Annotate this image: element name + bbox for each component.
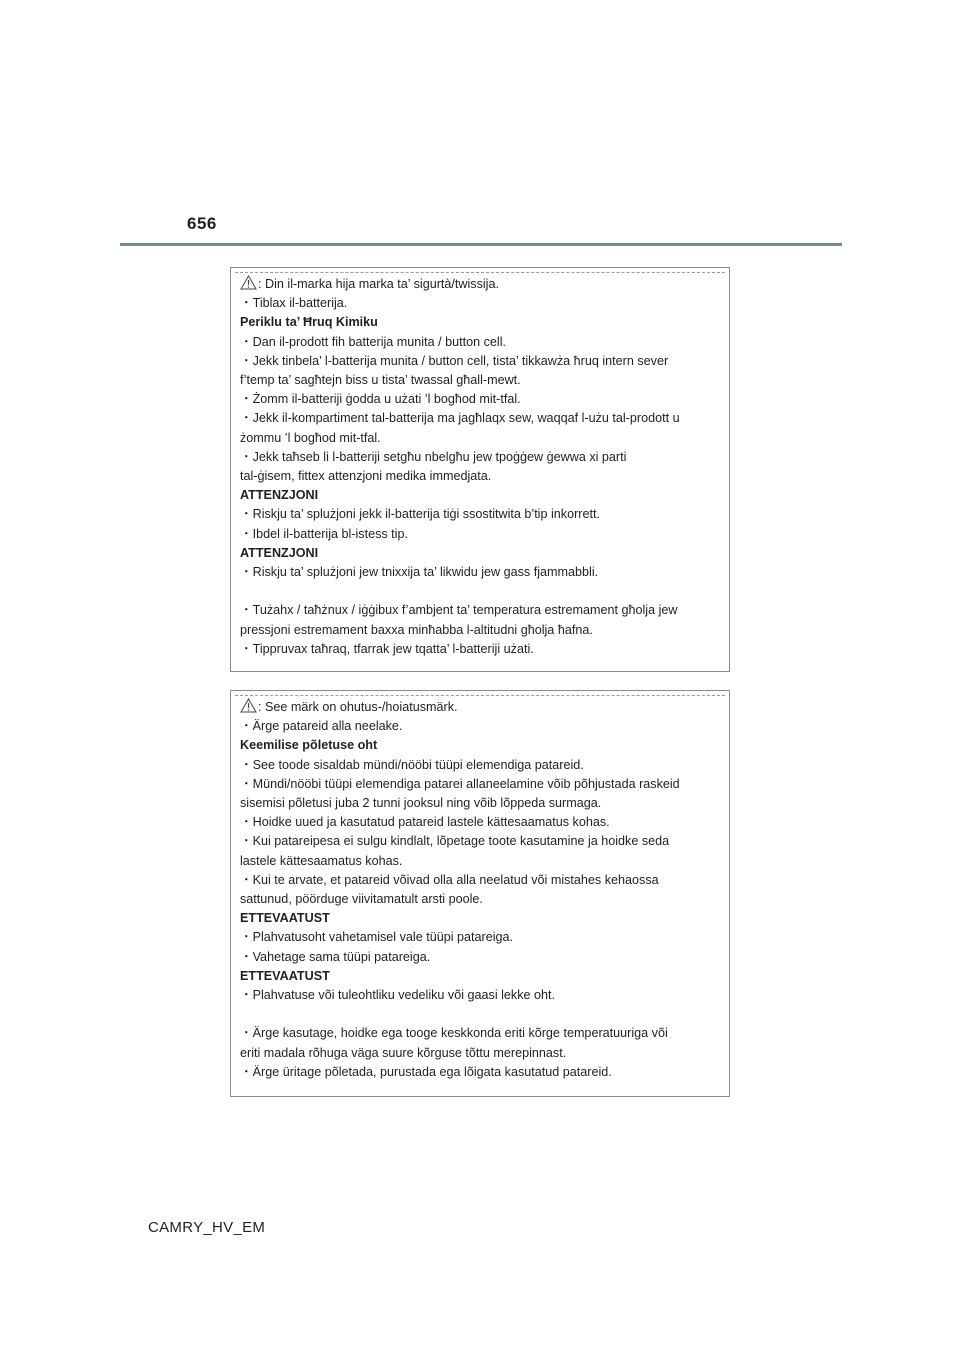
footer-model-code: CAMRY_HV_EM [148,1219,266,1236]
line-text: ・Jekk taħseb li l-batteriji setgħu nbelgħu jew tpoġġew ġewwa xi parti [240,449,627,464]
line-text: ・Tużahx / taħżnux / iġġibux f’ambjent ta’ temperatura estremament għolja jew [240,603,678,618]
line-text: ・Ibdel il-batterija bl-istess tip. [240,526,408,541]
warning-line [240,756,723,775]
line-text: ・Żomm il-batteriji ġodda u użati ’l bogħod mit-tfal. [240,392,521,407]
warning-text-estonian [240,698,723,1082]
warning-line [240,775,723,794]
warning-heading [240,736,723,755]
warning-line [240,601,723,620]
blank-line [240,1005,723,1024]
warning-line [240,525,723,544]
line-text: ・Jekk tinbela’ l-batterija munita / button cell, tista’ tikkawża ħruq intern sever [240,353,669,368]
line-text: ・Kui patareipesa ei sulgu kindlalt, lõpetage toote kasutamine ja hoidke seda [240,834,670,849]
line-text: ・Ärge üritage põletada, purustada ega lõigata kasutatud patareid. [240,1064,612,1079]
box-top-dashed-rule [235,272,725,273]
line-text: ETTEVAATUST [240,968,330,983]
line-text: ・Dan il-prodott fih batterija munita / button cell. [240,334,506,349]
line-text: lastele kättesaamatus kohas. [240,853,403,868]
warning-line [240,852,723,871]
warning-line [240,948,723,967]
warning-line [240,717,723,736]
line-text: ・Vahetage sama tüüpi patareiga. [240,949,431,964]
warning-line [240,294,723,313]
warning-line [240,390,723,409]
warning-line [240,1024,723,1043]
line-text: ・Riskju ta’ splużjoni jekk il-batterija tiġi ssostitwita b’tip inkorrett. [240,507,600,522]
warning-line [240,467,723,486]
line-text: ・Ärge patareid alla neelake. [240,719,403,734]
line-text: ETTEVAATUST [240,911,330,926]
warning-line [240,794,723,813]
line-text: f’temp ta’ sagħtejn biss u tista’ twassal għall-mewt. [240,373,521,388]
line-text: ・Tippruvax taħraq, tfarrak jew tqatta’ l-batteriji użati. [240,641,534,656]
line-text: pressjoni estremament baxxa minħabba l-altitudni għolja ħafna. [240,622,593,637]
warning-line [240,1063,723,1082]
warning-line [240,871,723,890]
warning-box-maltese [230,267,730,672]
warning-line [240,352,723,371]
warning-box-estonian [230,690,730,1097]
line-text: ・Tiblax il-batterija. [240,296,348,311]
warning-line [240,832,723,851]
warning-heading [240,544,723,563]
warning-line [240,429,723,448]
line-text: : See märk on ohutus-/hoiatusmärk. [258,700,458,714]
warning-heading [240,909,723,928]
warning-line [240,563,723,582]
warning-line [240,333,723,352]
line-text: żommu ’l bogħod mit-tfal. [240,430,381,445]
warning-text-maltese [240,275,723,659]
line-text: ・Ärge kasutage, hoidke ega tooge keskkonda eriti kõrge temperatuuriga või [240,1026,668,1041]
line-text: ・Hoidke uued ja kasutatud patareid lastele kättesaamatus kohas. [240,815,610,830]
line-text: ATTENZJONI [240,488,319,503]
warning-line [240,1044,723,1063]
line-text: sisemisi põletusi juba 2 tunni jooksul ning võib lõppeda surmaga. [240,796,602,811]
warning-triangle-icon [240,698,257,713]
page-number: 656 [187,214,217,233]
warning-line [240,371,723,390]
warning-line [240,448,723,467]
warning-line [240,621,723,640]
box-top-dashed-rule [235,695,725,696]
header-divider [120,243,842,246]
line-text: tal-ġisem, fittex attenzjoni medika immedjata. [240,469,492,484]
line-text: ATTENZJONI [240,545,319,560]
line-text: ・Riskju ta’ splużjoni jew tnixxija ta’ likwidu jew gass fjammabbli. [240,565,599,580]
warning-line [240,409,723,428]
line-text: sattunud, pöörduge viivitamatult arsti poole. [240,892,483,907]
warning-line [240,698,723,717]
warning-line [240,505,723,524]
warning-line [240,640,723,659]
line-text: ・Mündi/nööbi tüüpi elemendiga patarei allaneelamine võib põhjustada raskeid [240,776,680,791]
warning-line [240,928,723,947]
line-text: eriti madala rõhuga väga suure kõrguse tõttu merepinnast. [240,1045,567,1060]
line-text: Keemilise põletuse oht [240,738,378,753]
warning-heading [240,486,723,505]
warning-line [240,890,723,909]
line-text: ・Plahvatuse või tuleohtliku vedeliku või gaasi lekke oht. [240,988,556,1003]
line-text: : Din il-marka hija marka ta’ sigurtà/twissija. [258,277,499,291]
blank-line [240,582,723,601]
warning-triangle-icon [240,275,257,290]
warning-line [240,813,723,832]
line-text: ・Jekk il-kompartiment tal-batterija ma jagħlaqx sew, waqqaf l-użu tal-prodott u [240,411,680,426]
warning-heading [240,967,723,986]
line-text: ・Plahvatusoht vahetamisel vale tüüpi patareiga. [240,930,514,945]
line-text: Periklu ta’ Ħruq Kimiku [240,315,378,330]
warning-line [240,275,723,294]
line-text: ・Kui te arvate, et patareid võivad olla alla neelatud või mistahes kehaossa [240,872,659,887]
line-text: ・See toode sisaldab mündi/nööbi tüüpi elemendiga patareid. [240,757,584,772]
warning-line [240,986,723,1005]
warning-heading [240,313,723,332]
